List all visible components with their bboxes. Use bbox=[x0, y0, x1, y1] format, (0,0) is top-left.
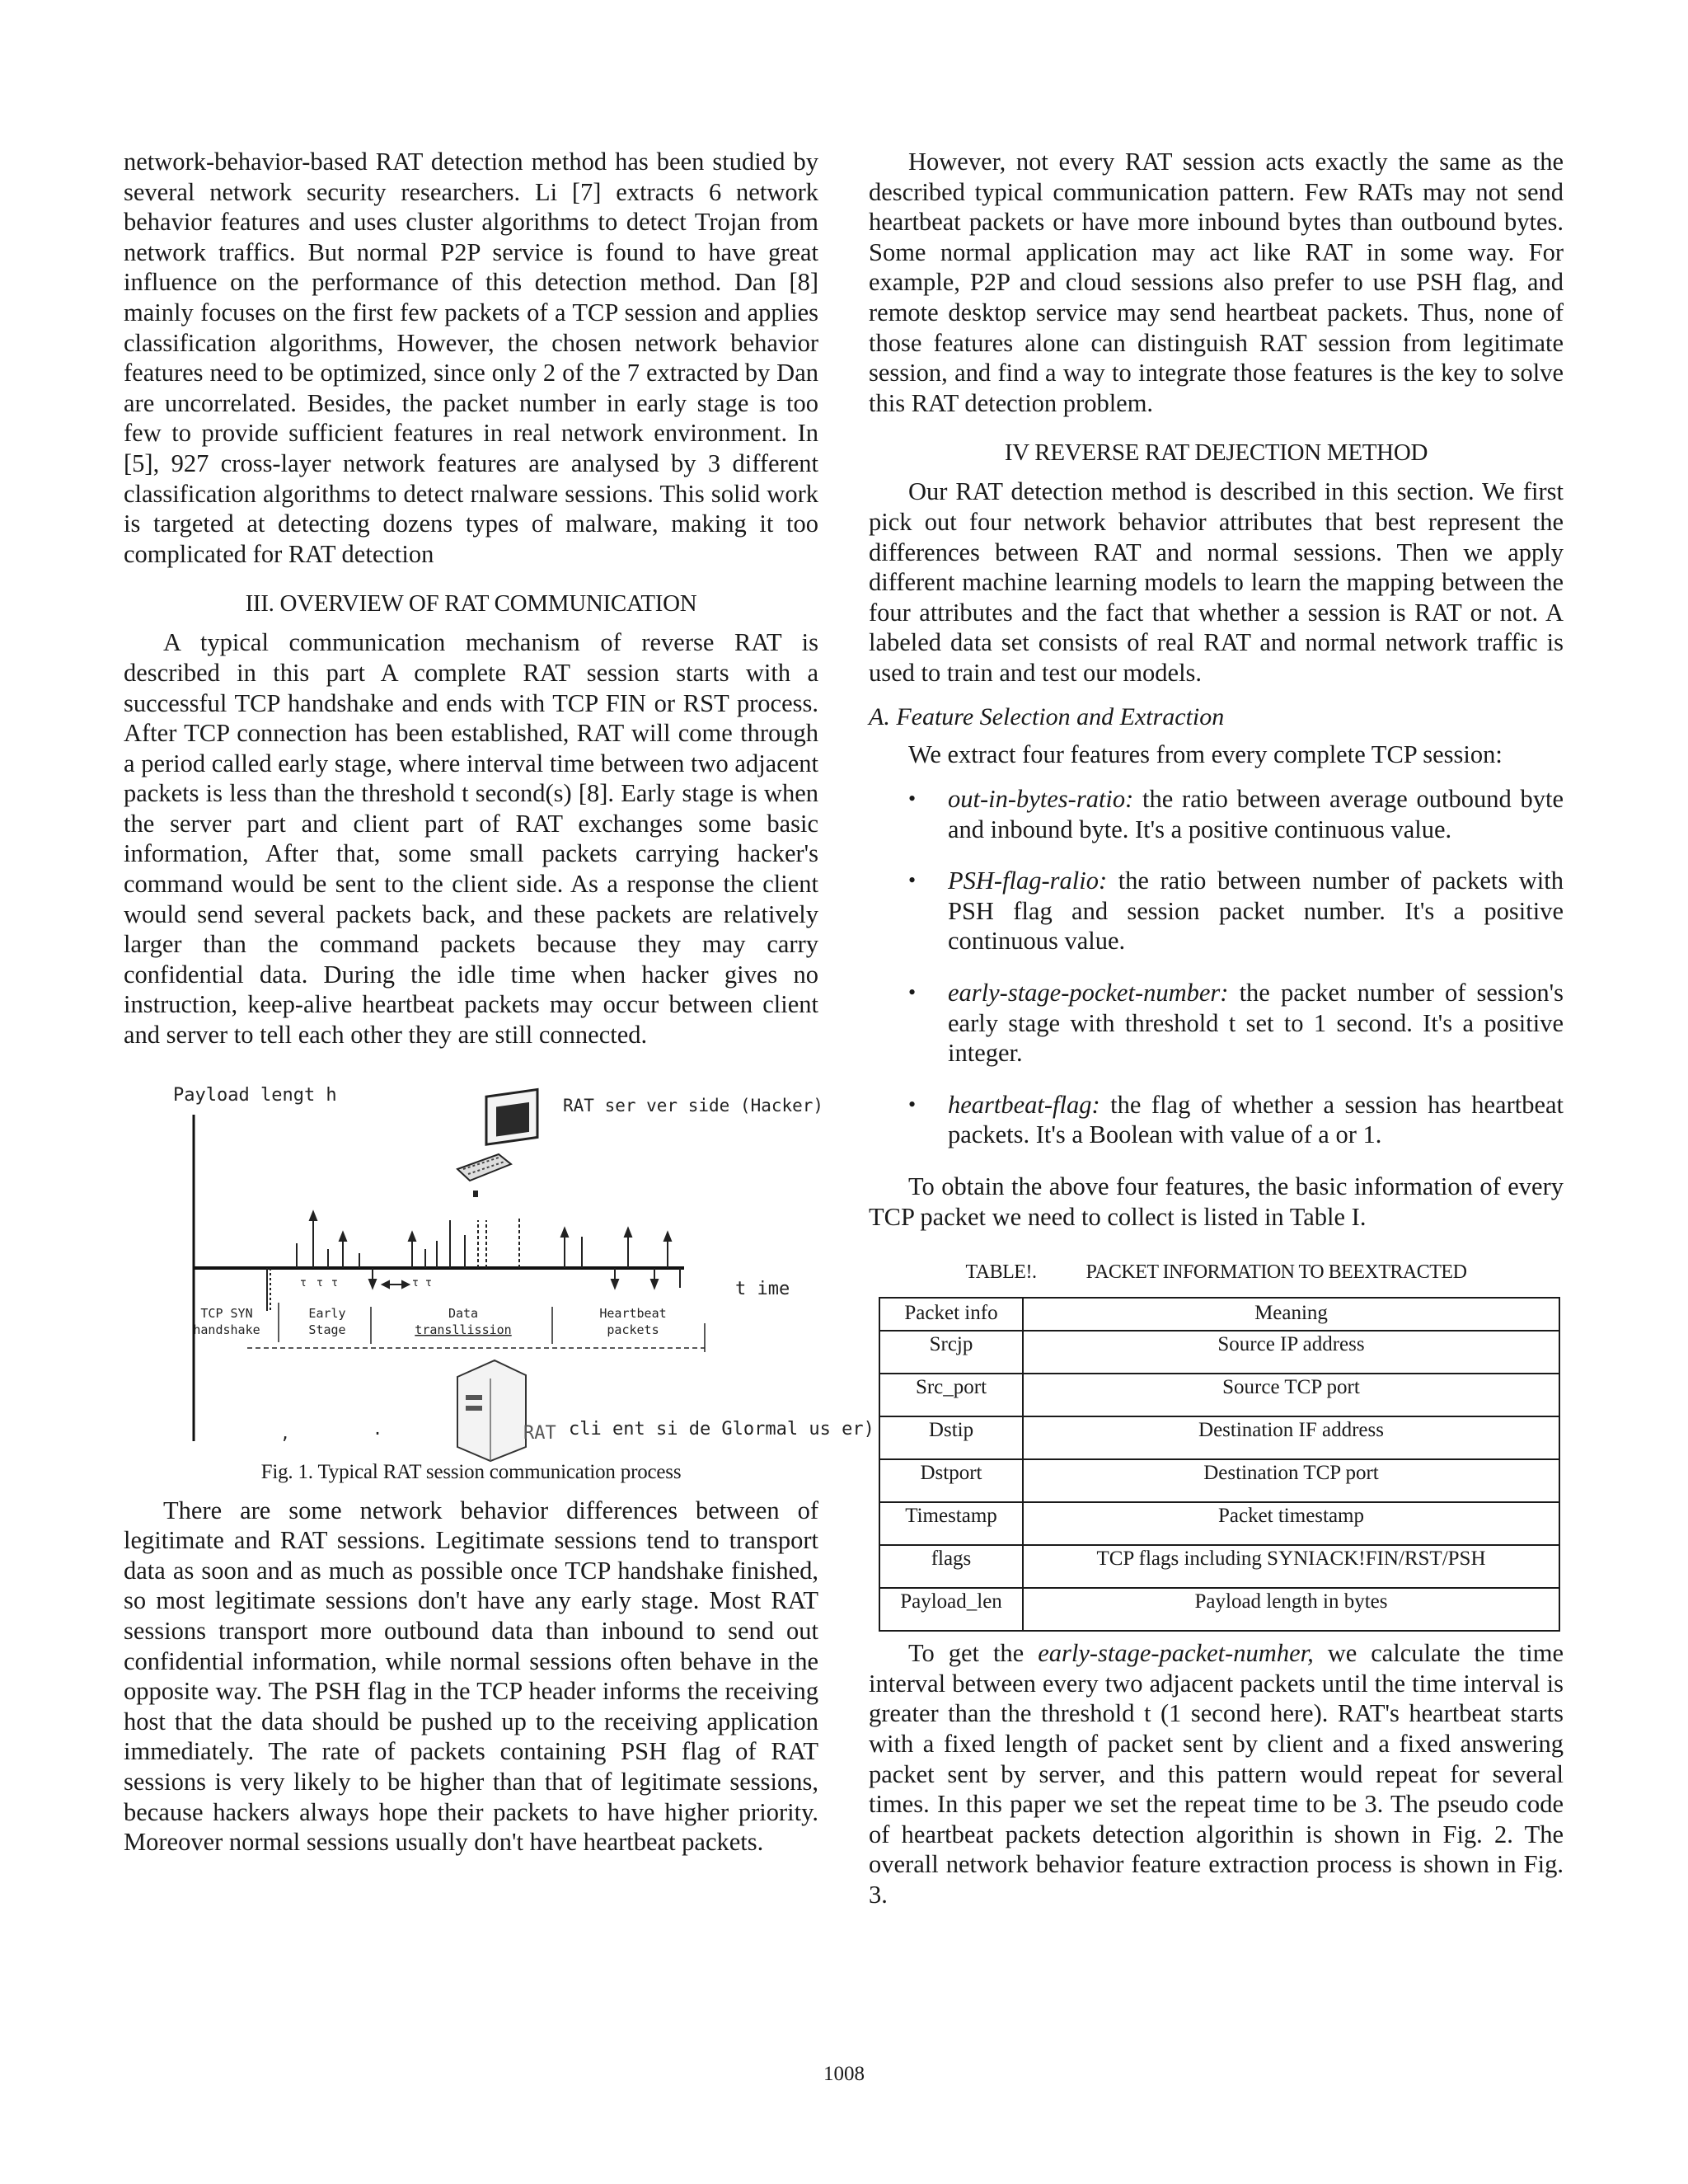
phase-labels bbox=[193, 1306, 666, 1337]
feature-list bbox=[869, 784, 1564, 1150]
client-rat-label: RAT bbox=[523, 1422, 556, 1444]
feature-term: early-stage-pocket-number: bbox=[948, 979, 1229, 1007]
table-number: TABLE!. bbox=[965, 1261, 1037, 1284]
table-cell: Payload_len bbox=[879, 1588, 1023, 1631]
svg-text:TCP SYN: TCP SYN bbox=[200, 1305, 253, 1321]
table-cell: Destination IF address bbox=[1023, 1416, 1559, 1459]
section-4-heading: IV REVERSE RAT DEJECTION METHOD bbox=[1004, 439, 1428, 467]
right-paragraph-3: We extract four features from every complete TCP session: bbox=[908, 740, 1503, 768]
tau-labels bbox=[300, 1277, 432, 1289]
right-column bbox=[869, 147, 1564, 1910]
table-cell: Dstport bbox=[879, 1459, 1023, 1502]
client-computer-icon bbox=[457, 1360, 526, 1461]
svg-text:τ: τ bbox=[331, 1276, 338, 1289]
right-paragraph-2: Our RAT detection method is described in this section. We first pick out four network behavior attributes that best represent the differences between RAT and normal sessions. Then we apply different machine learning models to learn the mapping between the four attributes and the fact that whether a session is RAT or not. A labeled data set consists of real RAT and normal network traffic is used to train and test our models. bbox=[869, 477, 1564, 687]
list-item bbox=[869, 784, 1564, 844]
list-item bbox=[869, 978, 1564, 1069]
table-header-cell: Packet info bbox=[879, 1298, 1023, 1331]
table-row bbox=[879, 1459, 1559, 1502]
subsection-a-heading: A. Feature Selection and Extraction bbox=[869, 702, 1225, 730]
right-paragraph-1: However, not every RAT session acts exactly the same as the described typical communication pattern. Few RATs may not send heartbeat packets or have more inbound bytes than outbound bytes. Some normal application may act like RAT in some way. For example, P2P and cloud sessions also prefer to use PSH flag, and remote desktop service may send heartbeat packets. Thus, none of those features alone can distinguish RAT session from legitimate session, and find a way to integrate those features is the key to solve this RAT detection problem. bbox=[869, 148, 1564, 417]
table-row bbox=[879, 1545, 1559, 1588]
table-row bbox=[879, 1416, 1559, 1459]
left-column bbox=[124, 147, 874, 1858]
packet-info-table bbox=[879, 1297, 1560, 1632]
bullet-icon: • bbox=[908, 1092, 917, 1116]
table-cell: Dstip bbox=[879, 1416, 1023, 1459]
payload-length-label: Payload lengt h bbox=[173, 1084, 337, 1106]
table-cell: Destination TCP port bbox=[1023, 1459, 1559, 1502]
table-cell: Srcjp bbox=[879, 1331, 1023, 1374]
list-item bbox=[869, 866, 1564, 956]
list-item bbox=[869, 1090, 1564, 1150]
figure-1 bbox=[124, 1072, 874, 1459]
svg-text:Data: Data bbox=[448, 1305, 479, 1321]
right-paragraph-5 bbox=[869, 1638, 1564, 1909]
client-side-label: cli ent si de Glormal us er) bbox=[569, 1418, 874, 1440]
table-cell: flags bbox=[879, 1545, 1023, 1588]
svg-text:Stage: Stage bbox=[308, 1322, 346, 1337]
section-3-heading: III. OVERVIEW OF RAT COMMUNICATION bbox=[245, 590, 697, 618]
table-row bbox=[879, 1502, 1559, 1545]
feature-term: heartbeat-flag: bbox=[948, 1090, 1100, 1119]
svg-text:τ: τ bbox=[316, 1276, 323, 1289]
table-cell: Src_port bbox=[879, 1374, 1023, 1416]
right-paragraph-4: To obtain the above four features, the basic information of every TCP packet we need to collect is listed in Table I. bbox=[869, 1172, 1564, 1231]
time-label: t ime bbox=[735, 1278, 790, 1299]
bullet-icon: • bbox=[908, 787, 917, 811]
server-side-label: RAT ser ver side (Hacker) bbox=[563, 1095, 824, 1115]
table-cell: Source IP address bbox=[1023, 1331, 1559, 1374]
left-paragraph-1: network-behavior-based RAT detection method has been studied by several network security researchers. Li [7] extracts 6 network behavior features and uses cluster algorithms to detect Trojan from network traffics. But normal P2P service is found to have great influence on the performance of this detection method. Dan [8] mainly focuses on the first few packets of a TCP session and applies classification algorithms, However, the chosen network behavior features need to be optimized, since only 2 of the 7 extracted by Dan are uncorrelated. Besides, the packet number in early stage is too few to provide sufficient features in real network environment. In [5], 927 cross-layer network features are analysed by 3 different classification algorithms to detect rnalware sessions. This solid work is targeted at detecting dozens types of malware, making it too complicated for RAT detection bbox=[124, 148, 818, 568]
server-computer-icon bbox=[457, 1089, 537, 1181]
left-paragraph-2: A typical communication mechanism of reverse RAT is described in this part A complete RAT session starts with a successful TCP handshake and ends with TCP FIN or RST process. After TCP connection has been established, RAT will come through a period called early stage, where interval time between two adjacent packets is less than the threshold t second(s) [8]. Early stage is when the server part and client part of RAT exchanges some basic information, After that, some small packets carrying hacker's command would be sent to the client side. As a response the client would send several packets back, and these packets are relatively larger than the command packets because they may carry confidential data. During the idle time when hacker gives no instruction, keep-alive heartbeat packets may occur between client and server to tell each other they are still connected. bbox=[124, 628, 818, 1050]
left-paragraph-3: There are some network behavior differences between of legitimate and RAT sessions. Legitimate sessions tend to transport data as soon and as much as possible once TCP handshake finished, so most legitimate sessions don't have any early stage. Most RAT sessions transport more outbound data than inbound to send out confidential information, while normal sessions often behave in the opposite way. The PSH flag in the TCP header informs the receiving host that the data should be pushed up to the receiving application immediately. The rate of packets containing PSH flag of RAT sessions is very likely to be higher than that of legitimate sessions, because hackers always hope their packets to have higher priority. Moreover normal sessions usually don't have heartbeat packets. bbox=[124, 1496, 818, 1857]
table-header-row bbox=[879, 1298, 1559, 1331]
table-cell: Payload length in bytes bbox=[1023, 1588, 1559, 1631]
feature-desc: the flag of whether a session has heartbeat packets. It's a Boolean with value of a or 1. bbox=[948, 1090, 1564, 1149]
stray-comma: , bbox=[280, 1422, 291, 1443]
stray-dot: . bbox=[373, 1418, 383, 1439]
bullet-icon: • bbox=[908, 980, 917, 1005]
stray-mark bbox=[473, 1191, 478, 1197]
p5-pre: To get the bbox=[908, 1639, 1039, 1668]
table-cell: Source TCP port bbox=[1023, 1374, 1559, 1416]
table-header-cell: Meaning bbox=[1023, 1298, 1559, 1331]
svg-text:Early: Early bbox=[308, 1305, 346, 1321]
rat-communication-diagram bbox=[124, 1072, 874, 1459]
svg-text:τ: τ bbox=[412, 1276, 419, 1289]
table-row bbox=[879, 1588, 1559, 1631]
page-number: 1008 bbox=[823, 2063, 865, 2085]
feature-desc: the ratio between number of packets with PSH flag and session packet number. It's a positive continuous value. bbox=[948, 867, 1564, 956]
table-1-caption bbox=[869, 1261, 1564, 1284]
table-row bbox=[879, 1331, 1559, 1374]
feature-desc: the packet number of session's early stage with threshold t set to 1 second. It's a positive integer. bbox=[948, 979, 1564, 1068]
feature-term: out-in-bytes-ratio: bbox=[948, 785, 1134, 814]
svg-text:handshake: handshake bbox=[193, 1322, 260, 1337]
bullet-icon: • bbox=[908, 868, 917, 893]
feature-term: PSH-flag-ralio: bbox=[948, 867, 1108, 895]
svg-text:τ: τ bbox=[300, 1276, 307, 1289]
table-row bbox=[879, 1374, 1559, 1416]
svg-text:packets: packets bbox=[607, 1322, 659, 1337]
table-cell: Timestamp bbox=[879, 1502, 1023, 1545]
packet-arrows bbox=[267, 1212, 680, 1311]
table-title: PACKET INFORMATION TO BEEXTRACTED bbox=[1085, 1261, 1467, 1284]
svg-text:Heartbeat: Heartbeat bbox=[599, 1305, 667, 1321]
figure-1-caption: Fig. 1. Typical RAT session communication process bbox=[260, 1460, 682, 1483]
table-cell: Packet timestamp bbox=[1023, 1502, 1559, 1545]
svg-text:transllission: transllission bbox=[415, 1322, 512, 1337]
svg-text:τ: τ bbox=[425, 1276, 432, 1289]
feature-desc: the ratio between average outbound byte and inbound byte. It's a positive continuous value. bbox=[948, 785, 1564, 843]
table-cell: TCP flags including SYNIACK!FIN/RST/PSH bbox=[1023, 1545, 1559, 1588]
p5-term: early-stage-packet-numher, bbox=[1038, 1639, 1314, 1668]
p5-post: we calculate the time interval between every two adjacent packets until the time interval is greater than the threshold t (1 second here). RAT's heartbeat starts with a fixed length of packet sent by client and a fixed answering packet sent by server, and this pattern would repeat for several times. In this paper we set the repeat time to be 3. The pseudo code of heartbeat packets detection algorithin is shown in Fig. 2. The overall network behavior feature extraction process is shown in Fig. 3. bbox=[869, 1639, 1564, 1909]
